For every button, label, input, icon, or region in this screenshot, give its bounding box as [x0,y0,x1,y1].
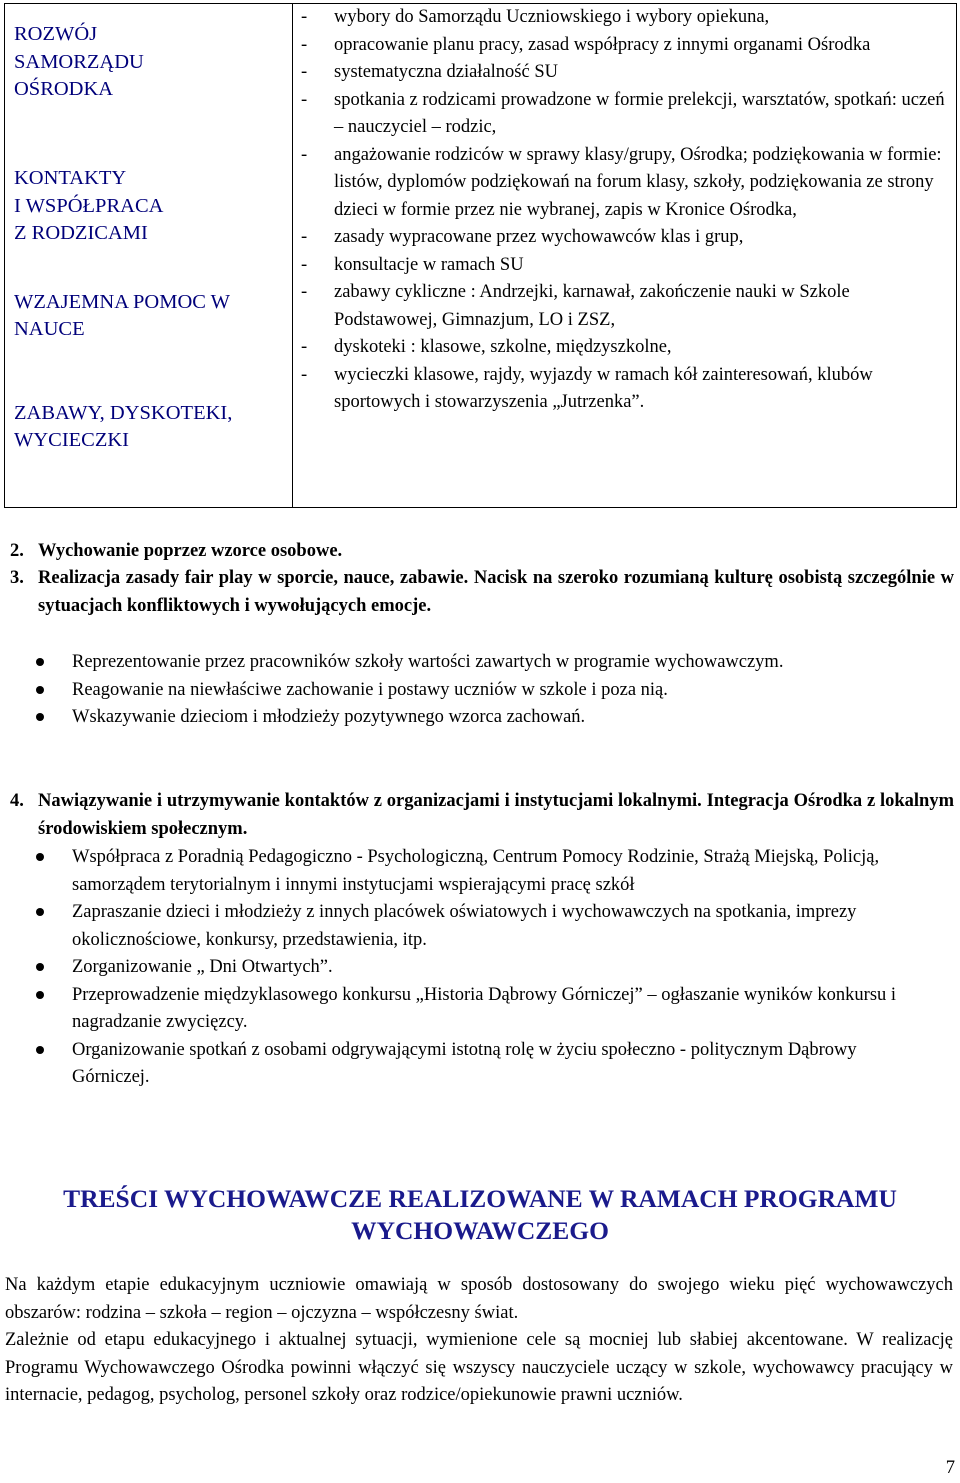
section-3: 3. Realizacja zasady fair play w sporcie, nauce, zabawie. Nacisk na szeroko rozumianą kulturę osobistą szczególnie w sytuacjach konfliktowych i wywołujących emocje. [10,565,954,620]
heading-line-1: TREŚCI WYCHOWAWCZE REALIZOWANE W RAMACH PROGRAMU [63,1184,897,1213]
list-item: Reprezentowanie przez pracowników szkoły wartości zawartych w programie wychowawczym. [36,649,926,677]
area-label: KONTAKTY [14,167,127,189]
section-4-title: Nawiązywanie i utrzymywanie kontaktów z organizacjami i instytucjami lokalnymi. Integracja Ośrodka z lokalnym środowiskiem społecznym. [38,791,954,839]
section-4: 4. Nawiązywanie i utrzymywanie kontaktów z organizacjami i instytucjami lokalnymi. Integracja Ośrodka z lokalnym środowiskiem społecznym. [10,788,954,843]
list-item: Współpraca z Poradnią Pedagogiczno - Psychologiczną, Centrum Pomocy Rodzinie, Strażą Miejską, Policją, samorządem terytorialnym i innymi instytucjami wspierającymi pracę szkół [36,844,926,899]
list-item: Reagowanie na niewłaściwe zachowanie i postawy uczniów w szkole i poza nią. [36,677,926,705]
activities-column [293,4,957,508]
activity-item: - dyskoteki : klasowe, szkolne, międzyszkolne, [301,337,672,357]
activity-item: - zasady wypracowane przez wychowawców klas i grup, [301,227,744,247]
activity-item: - wycieczki klasowe, rajdy, wyjazdy w ramach kół zainteresowań, klubów sportowych i stowarzyszenia „Jutrzenka”. [301,364,873,412]
activity-item: - systematyczna działalność SU [301,62,558,82]
list-item: Przeprowadzenie międzyklasowego konkursu „Historia Dąbrowy Górniczej” – ogłaszanie wyników konkursu i nagradzanie zwycięzcy. [36,982,926,1037]
list-item: Zapraszanie dzieci i młodzieży z innych placówek oświatowych i wychowawczych na spotkania, imprezy okolicznościowe, konkursy, przedstawienia, itp. [36,899,926,954]
bullet-list-section-3 [36,649,926,732]
paragraph: Na każdym etapie edukacyjnym uczniowie omawiają w sposób dostosowany do swojego wieku pięć wychowawczych obszarów: rodzina – szkoła – region – ojczyzna – współczesny świat. [5,1275,953,1323]
area-label: I WSPÓŁPRACA [14,195,164,217]
area-column [5,4,293,508]
list-item: Organizowanie spotkań z osobami odgrywającymi istotną rolę w życiu społeczno - politycznym Dąbrowy Górniczej. [36,1037,926,1092]
paragraph: Zależnie od etapu edukacyjnego i aktualnej sytuacji, wymienione cele są mocniej lub słabiej akcentowane. W realizację Programu Wychowawczego Ośrodka powinni włączyć się wszyscy nauczyciele uczący w szkole, wychowawcy pracujący w internacie, pedagog, psycholog, personel szkoły oraz rodzice/opiekunowie prawni uczniów. [5,1330,953,1405]
area-label: Z RODZICAMI [14,222,148,244]
area-label: OŚRODKA [14,78,114,100]
activities-table [4,3,957,508]
page-number: 7 [945,1458,955,1478]
area-label: NAUCE [14,318,85,340]
area-label: WZAJEMNA POMOC W [14,291,231,313]
activity-item: - wybory do Samorządu Uczniowskiego i wybory opiekuna, [301,7,770,27]
activity-item: - konsultacje w ramach SU [301,254,524,275]
activity-item: - angażowanie rodziców w sprawy klasy/grupy, Ośrodka; podziękowania w formie: listów, dyplomów podziękowań na forum klasy, szkoły, podziękowania ze strony dzieci w formie przez nie wybranej, zapis w Kronice Ośrodka, [301,144,942,220]
section-3-title: Realizacja zasady fair play w sporcie, nauce, zabawie. Nacisk na szeroko rozumianą kulturę osobistą szczególnie w sytuacjach konfliktowych i wywołujących emocje. [38,568,954,616]
section-heading [0,1183,960,1247]
heading-line-2: WYCHOWAWCZEGO [351,1216,609,1245]
list-item: Zorganizowanie „ Dni Otwartych”. [36,954,926,982]
area-label: WYCIECZKI [14,429,130,451]
activity-item: - opracowanie planu pracy, zasad współpracy z innymi organami Ośrodka [301,34,871,55]
area-label: SAMORZĄDU [14,51,144,73]
area-label: ZABAWY, DYSKOTEKI, [14,402,233,424]
activity-item: - spotkania z rodzicami prowadzone w formie prelekcji, warsztatów, spotkań: uczeń – nauczyciel – rodzic, [301,89,945,137]
section-2-title: Wychowanie poprzez wzorce osobowe. [38,541,343,561]
list-item: Wskazywanie dzieciom i młodzieży pozytywnego wzorca zachowań. [36,704,926,732]
bullet-list-section-4 [36,844,926,1092]
activity-item: - zabawy cykliczne : Andrzejki, karnawał, zakończenie nauki w Szkole Podstawowej, Gimnazjum, LO i ZSZ, [301,282,850,330]
section-2: 2. Wychowanie poprzez wzorce osobowe. [10,538,925,566]
area-label: ROZWÓJ [14,23,98,45]
